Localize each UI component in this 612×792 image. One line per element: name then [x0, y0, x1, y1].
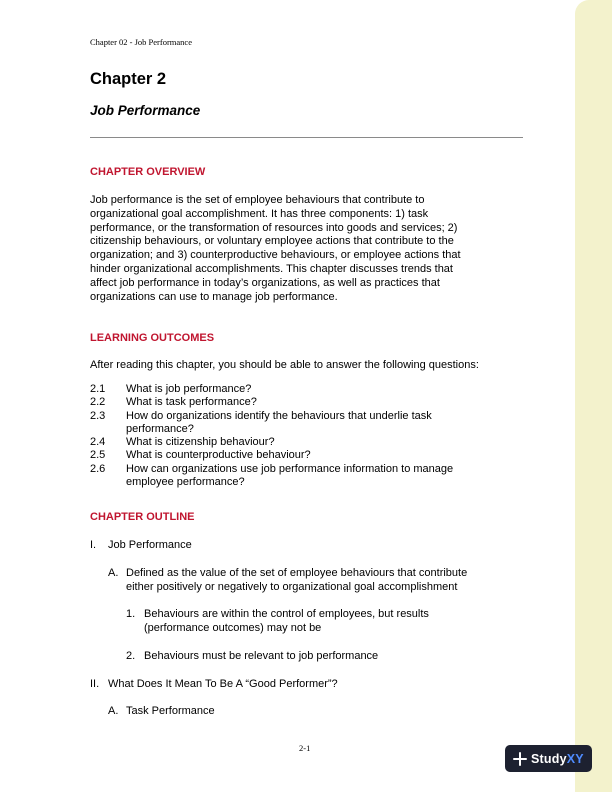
- logo-text: Study: [531, 751, 567, 766]
- chapter-title: Chapter 2: [90, 70, 167, 88]
- outline-line: Defined as the value of the set of employee behaviours that contribute: [126, 567, 468, 579]
- outline-marker: I.: [90, 539, 97, 551]
- outcome-text: What is job performance?: [126, 383, 252, 395]
- outline-text: [144, 607, 516, 635]
- logo-accent: XY: [566, 751, 584, 766]
- overview-line: organization; and 3) counterproductive behaviours, or employee actions that: [90, 249, 461, 262]
- outline-item-ii: [90, 677, 510, 691]
- outcome-text: How do organizations identify the behaviours that underlie task performance?: [126, 409, 432, 435]
- outcomes-list: [90, 383, 530, 489]
- page-number: 2-1: [299, 743, 311, 753]
- outcome-number: 2.6: [90, 462, 106, 475]
- outcome-item: [90, 436, 530, 449]
- overview-line: hinder organizational accomplishments. This chapter discusses trends that: [90, 262, 453, 275]
- outcome-number: 2.3: [90, 409, 106, 422]
- outline-marker: A.: [108, 567, 119, 579]
- outline-text: Task Performance: [126, 705, 215, 717]
- outline-item-i-a-1: [126, 607, 516, 635]
- outcome-item: [90, 396, 530, 409]
- outcome-text: What is citizenship behaviour?: [126, 436, 275, 449]
- outline-item-ii-a: [108, 704, 508, 718]
- outcome-number: 2.2: [90, 396, 106, 409]
- overview-line: affect job performance in today’s organizations, as well as practices that: [90, 276, 440, 289]
- outline-item-i-a-2: [126, 649, 516, 663]
- logo-wordmark: [531, 752, 584, 766]
- outline-text: What Does It Mean To Be A “Good Performer”?: [108, 678, 338, 690]
- title-divider: [90, 137, 523, 138]
- overview-line: citizenship behaviours, or voluntary employee actions that contribute to the: [90, 235, 454, 248]
- outline-heading: CHAPTER OUTLINE: [90, 511, 195, 523]
- outcome-item: [90, 383, 530, 396]
- overview-heading: CHAPTER OVERVIEW: [90, 166, 206, 178]
- outcomes-intro: After reading this chapter, you should be able to answer the following questions:: [90, 359, 479, 371]
- overview-line: organizational goal accomplishment. It has three components: 1) task: [90, 207, 429, 220]
- overview-line: organizations can use to manage job performance.: [90, 290, 338, 303]
- overview-paragraph: [90, 194, 530, 304]
- outcomes-heading: LEARNING OUTCOMES: [90, 332, 215, 344]
- overview-line: Job performance is the set of employee behaviours that contribute to: [90, 194, 425, 206]
- outline-line: (performance outcomes) may not be: [144, 622, 322, 634]
- outcome-text: What is task performance?: [126, 396, 257, 409]
- outline-item-i-a: [108, 566, 518, 594]
- outcome-number: 2.4: [90, 436, 106, 449]
- outcome-item: [90, 449, 530, 462]
- outcome-item: [90, 463, 530, 490]
- outcome-number: 2.1: [90, 383, 106, 395]
- outline-text: Job Performance: [108, 539, 192, 551]
- plus-icon: [513, 752, 527, 766]
- outline-marker: 2.: [126, 650, 136, 662]
- outline-line: either positively or negatively to organizational goal accomplishment: [126, 581, 458, 593]
- outline-item-i: [90, 538, 510, 552]
- outline-text: [126, 566, 518, 594]
- outcome-number: 2.5: [90, 449, 106, 462]
- outline-line: Behaviours are within the control of employees, but results: [144, 608, 429, 620]
- overview-line: performance, or the transformation of resources into goods and services; 2): [90, 221, 458, 234]
- studyxy-logo: [505, 745, 592, 772]
- chapter-subtitle: Job Performance: [90, 103, 201, 118]
- outcome-item: [90, 410, 530, 437]
- side-panel: [575, 0, 612, 792]
- running-header: Chapter 02 - Job Performance: [90, 37, 192, 47]
- outcome-text: What is counterproductive behaviour?: [126, 449, 311, 462]
- outline-marker: A.: [108, 705, 119, 717]
- outcome-text: How can organizations use job performance information to manage employee performance?: [126, 462, 454, 489]
- outline-marker: II.: [90, 678, 100, 690]
- outline-marker: 1.: [126, 608, 136, 620]
- outline-text: Behaviours must be relevant to job performance: [144, 650, 379, 662]
